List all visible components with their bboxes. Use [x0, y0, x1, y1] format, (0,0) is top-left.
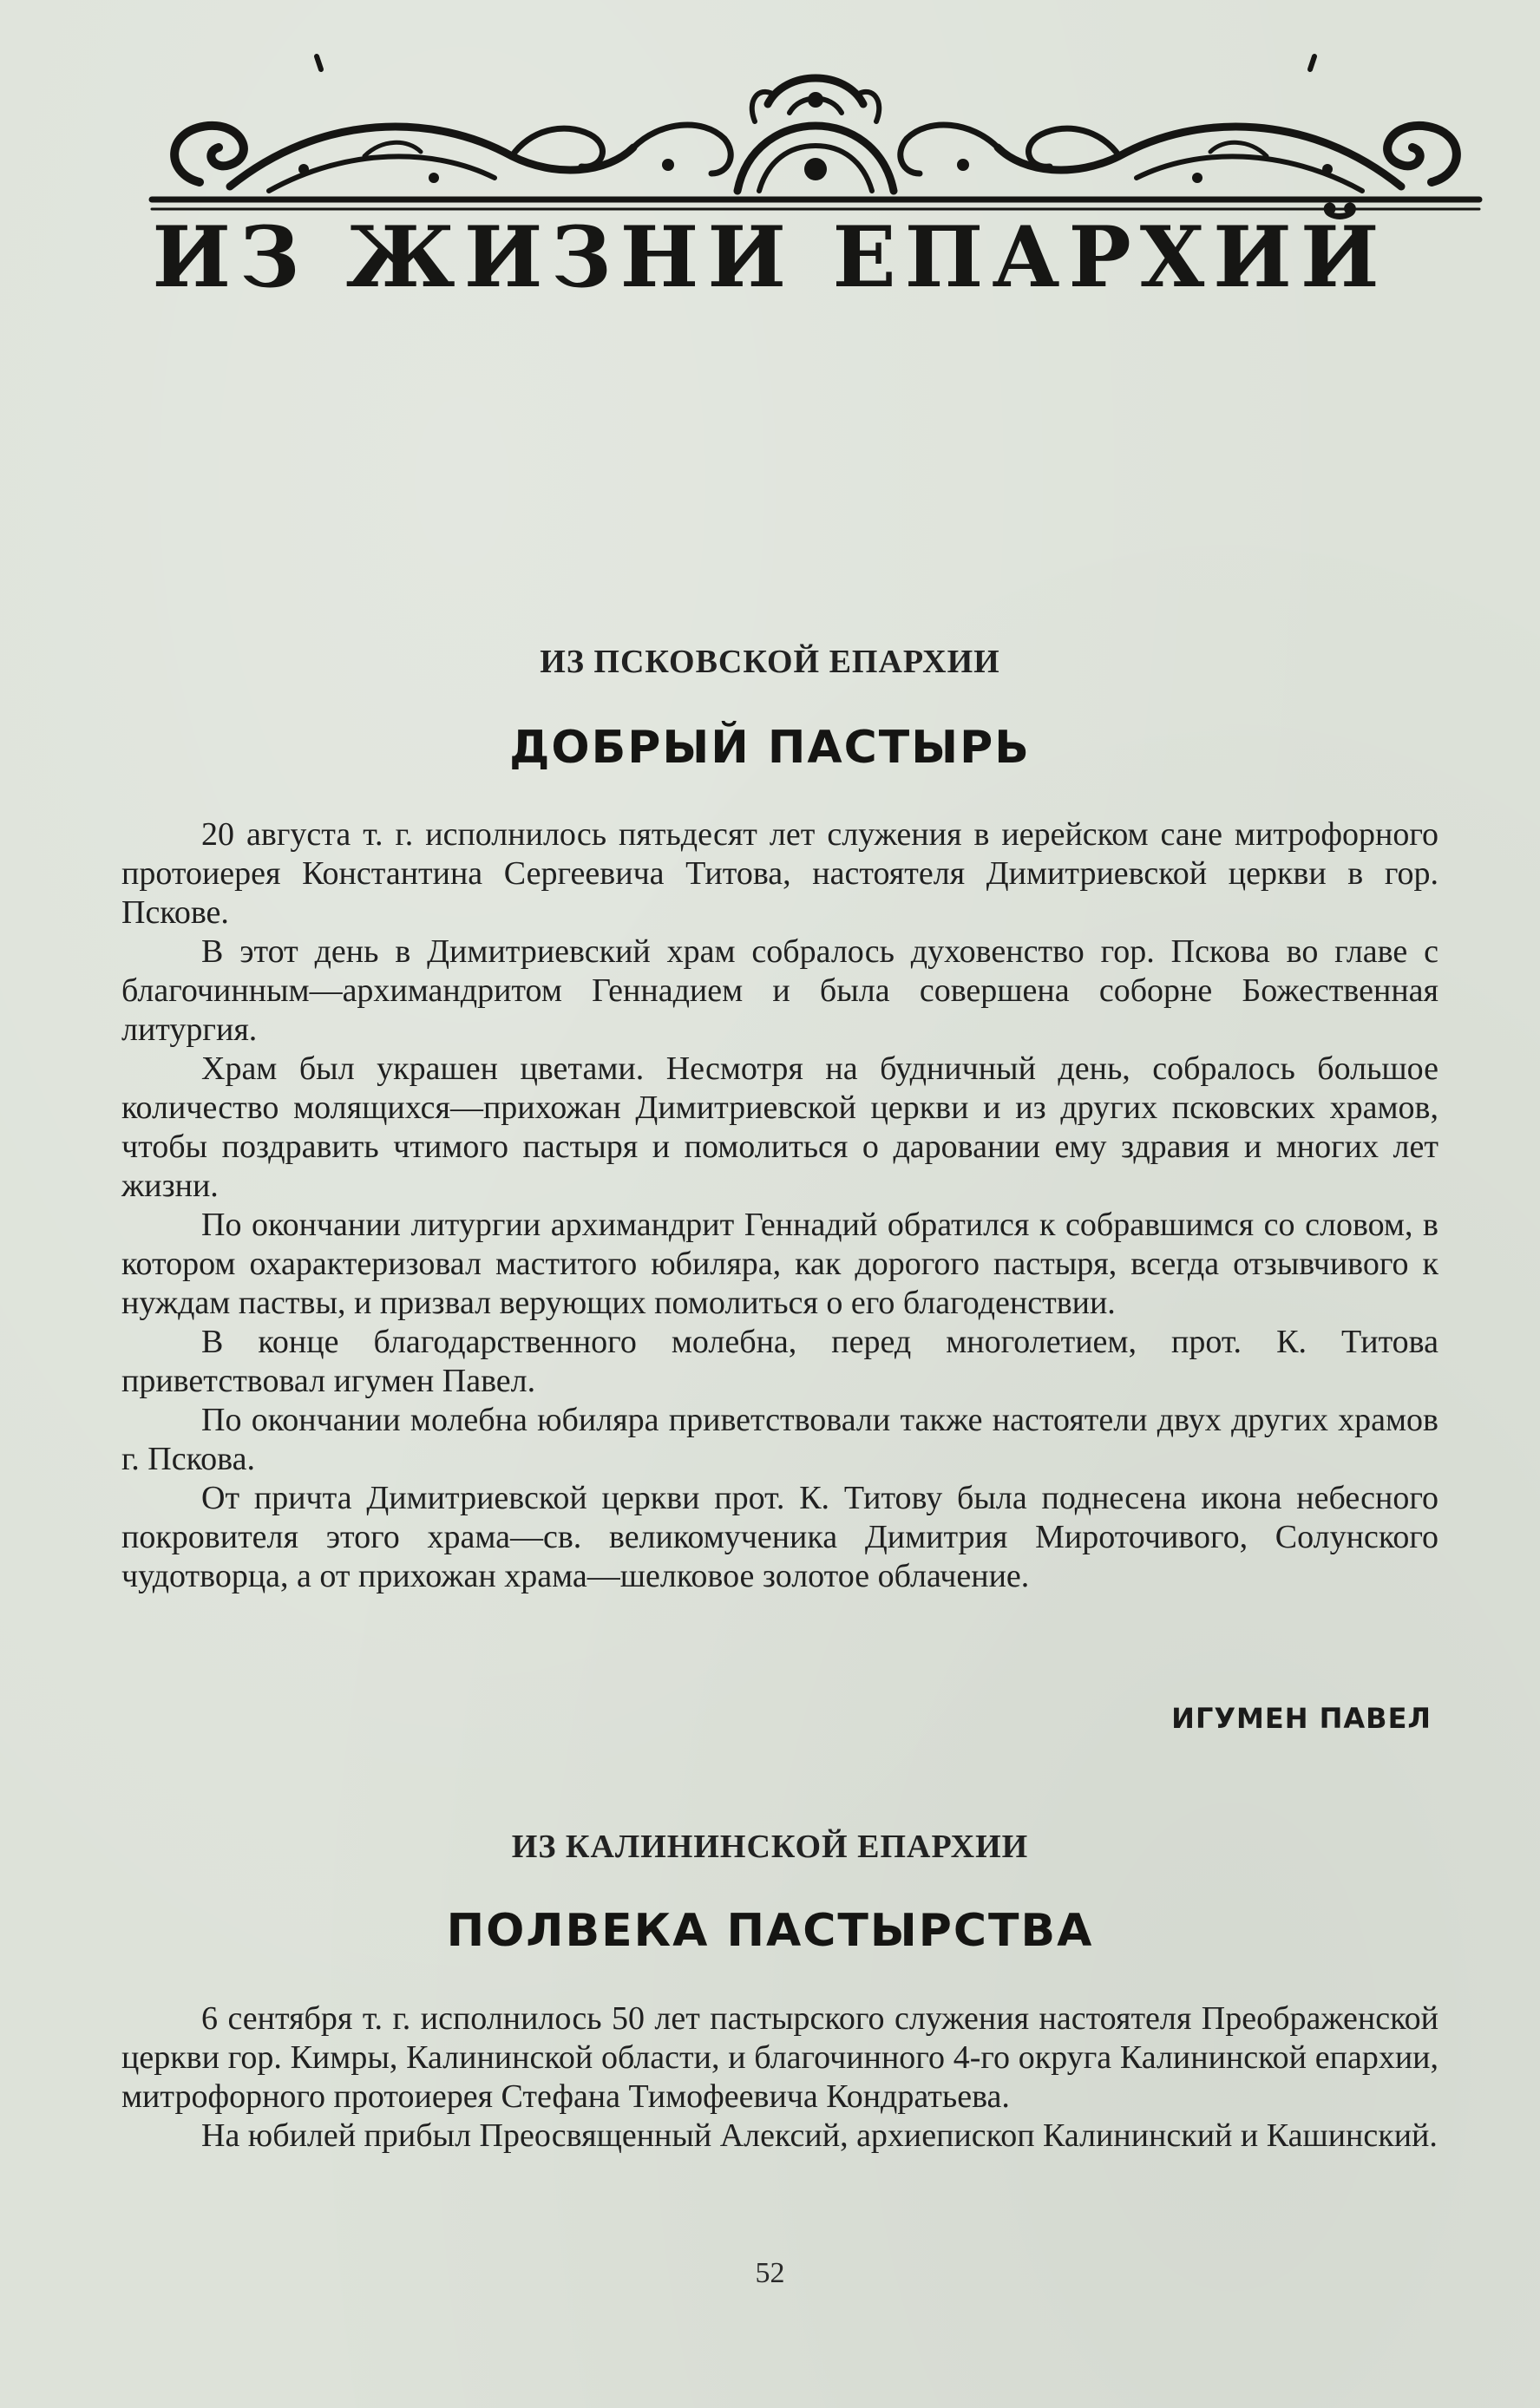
article-1-signature: ИГУМЕН ПАВЕЛ — [1171, 1702, 1432, 1735]
article-1-paragraph: В конце благодарственного молебна, перед многолетием, прот. К. Титова приветствовал игумен Павел. — [121, 1324, 1438, 1399]
article-1-paragraph: 20 августа т. г. исполнилось пятьдесят лет служения в иерейском сане митрофорного протоиерея Константина Сергеевича Титова, настоятеля Димитриевской церкви в гор. Пскове. — [121, 816, 1438, 931]
article-2-body — [121, 1999, 1438, 2156]
article-1-paragraph: Храм был украшен цветами. Несмотря на будничный день, собралось большое количество молящихся—прихожан Димитриевской церкви и из других псковских храмов, чтобы поздравить чтимого пастыря и помолиться о даровании ему здравия и многих лет жизни. — [121, 1050, 1438, 1204]
article-2-title: ПОЛВЕКА ПАСТЫРСТВА — [446, 1905, 1094, 1957]
article-1-body — [121, 815, 1438, 1596]
article-1-paragraph: В этот день в Димитриевский храм собралось духовенство гор. Пскова во главе с благочинным—архимандритом Геннадием и была совершена соборне Божественная литургия. — [121, 933, 1438, 1048]
article-1-paragraph: По окончании молебна юбиляра приветствовали также настоятели двух других храмов г. Пскова. — [121, 1402, 1438, 1477]
article-1-title: ДОБРЫЙ ПАСТЫРЬ — [509, 722, 1031, 774]
article-2-section: ИЗ КАЛИНИНСКОЙ ЕПАРХИИ — [511, 1829, 1029, 1865]
article-1-section: ИЗ ПСКОВСКОЙ ЕПАРХИИ — [540, 644, 1000, 680]
rubric-title: ИЗ ЖИЗНИ ЕПАРХИЙ — [152, 208, 1388, 306]
article-2-paragraph: На юбилей прибыл Преосвященный Алексий, архиепископ Калининский и Кашинский. — [201, 2117, 1438, 2154]
article-1-paragraph: От причта Димитриевской церкви прот. К. Титову была поднесена икона небесного покровителя этого храма—св. великомученика Димитрия Мироточивого, Солунского чудотворца, а от прихожан храма—шелковое золотое облачение. — [121, 1480, 1438, 1594]
page-number: 52 — [755, 2257, 785, 2289]
article-1-paragraph: По окончании литургии архимандрит Геннадий обратился к собравшимся со словом, в котором охарактеризовал маститого юбиляра, как дорогого пастыря, всегда отзывчивого к нуждам паствы, и призвал верующих помолиться о его благоденствии. — [121, 1207, 1438, 1321]
article-2-paragraph: 6 сентября т. г. исполнилось 50 лет пастырского служения настоятеля Преображенской церкви гор. Кимры, Калининской области, и благочинного 4-го округа Калининской епархии, митрофорного протоиерея Стефана Тимофеевича Кондратьева. — [121, 2000, 1438, 2115]
